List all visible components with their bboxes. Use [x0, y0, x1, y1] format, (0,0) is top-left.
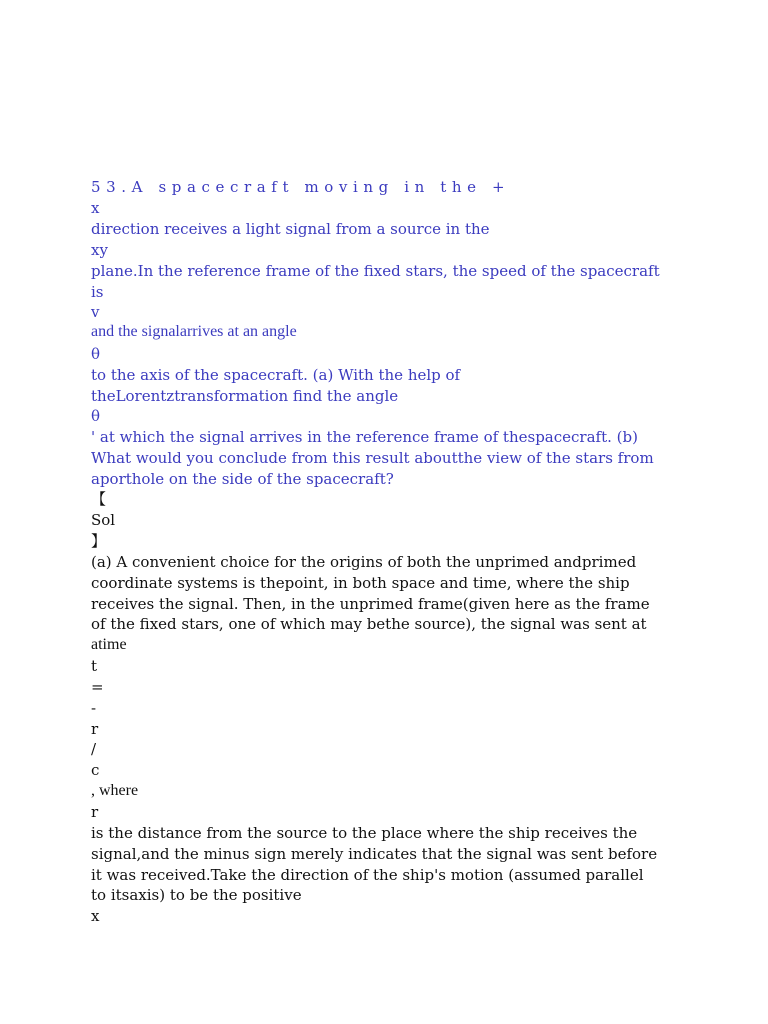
question-line: ' at which the signal arrives in the reference frame of thespacecraft. (b)	[91, 428, 638, 446]
solution-line: r	[91, 720, 99, 738]
solution-line: /	[91, 740, 97, 758]
question-line: theLorentztransformation find the angle	[91, 387, 399, 405]
question-line: direction receives a light signal from a source in the	[91, 220, 490, 238]
solution-line: c	[91, 761, 100, 779]
solution-line: signal,and the minus sign merely indicates that the signal was sent before	[91, 845, 658, 863]
question-line: plane.In the reference frame of the fixed stars, the speed of the spacecraft	[91, 262, 660, 280]
solution-label: Sol	[91, 511, 116, 529]
question-line: θ	[91, 345, 101, 363]
problem-heading: 53.A spacecraft moving in the +	[91, 178, 511, 196]
solution-line: , where	[91, 782, 139, 799]
solution-line: it was received.Take the direction of the ship's motion (assumed parallel	[91, 866, 644, 884]
solution-line: receives the signal. Then, in the unprimed frame(given here as the frame	[91, 595, 650, 613]
question-line: xy	[91, 241, 108, 259]
solution-line: t	[91, 657, 98, 675]
solution-line: x	[91, 907, 100, 925]
solution-line: coordinate systems is thepoint, in both space and time, where the ship	[91, 574, 630, 592]
solution-line: r	[91, 803, 99, 821]
solution-line: (a) A convenient choice for the origins of both the unprimed andprimed	[91, 553, 637, 571]
solution-line: =	[91, 678, 104, 696]
solution-line: atime	[91, 636, 127, 653]
question-line: θ	[91, 407, 101, 425]
solution-close-bracket: 】	[91, 532, 107, 550]
solution-line: to itsaxis) to be the positive	[91, 886, 302, 904]
solution-open-bracket: 【	[91, 490, 107, 508]
question-line: aporthole on the side of the spacecraft?	[91, 470, 394, 488]
question-line: is	[91, 283, 104, 301]
question-line: to the axis of the spacecraft. (a) With the help of	[91, 366, 461, 384]
question-line: and the signalarrives at an angle	[91, 323, 297, 340]
solution-line: is the distance from the source to the place where the ship receives the	[91, 824, 638, 842]
question-line: v	[91, 303, 100, 321]
solution-line: -	[91, 699, 97, 717]
question-line: x	[91, 199, 100, 217]
solution-line: of the fixed stars, one of which may bethe source), the signal was sent at	[91, 615, 647, 633]
question-line: What would you conclude from this result aboutthe view of the stars from	[91, 449, 654, 467]
